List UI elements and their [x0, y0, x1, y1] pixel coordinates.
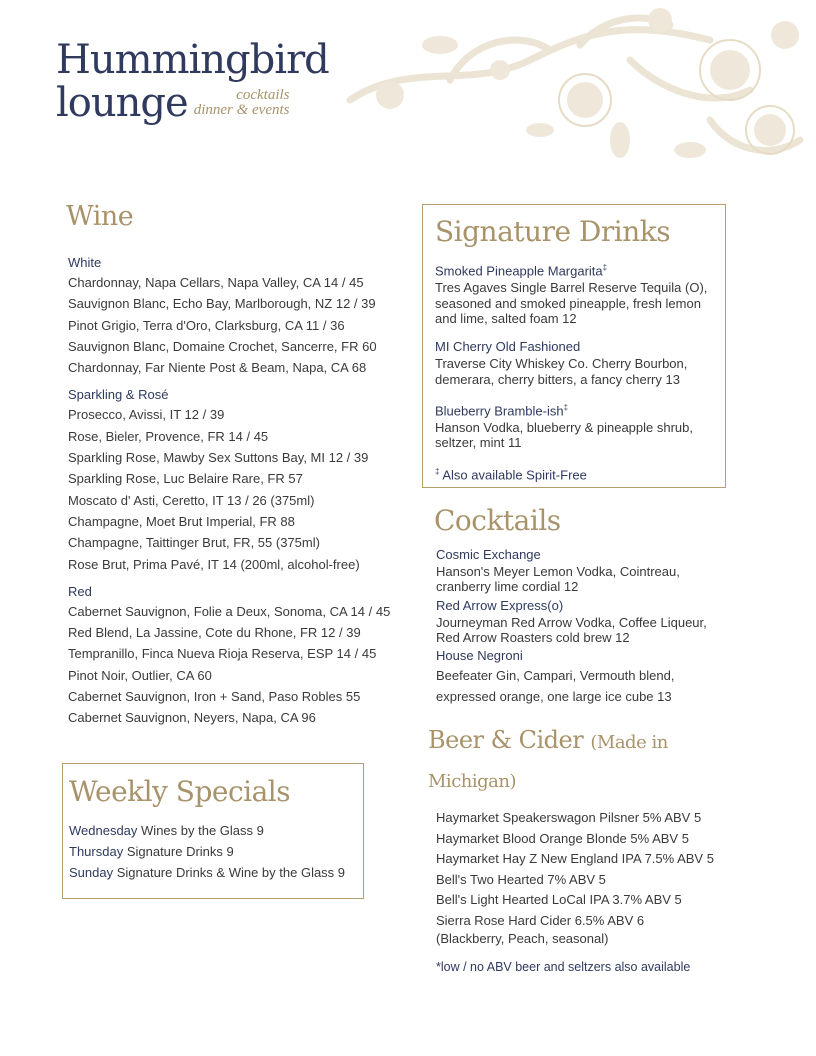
spirit-free-mark: ‡ [563, 402, 569, 412]
wine-item: Pinot Grigio, Terra d'Oro, Clarksburg, CA 11 / 36 [68, 317, 345, 333]
wine-title: Wine [66, 201, 134, 232]
wine-item: Prosecco, Avissi, IT 12 / 39 [68, 407, 225, 423]
drink-description: Tres Agaves Single Barrel Reserve Tequila (O), seasoned and smoked pineapple, fresh lemon and lime, salted foam 12 [435, 280, 708, 326]
drink-item [435, 338, 713, 387]
signature-drinks-box [422, 204, 726, 488]
wine-item: Chardonnay, Far Niente Post & Beam, Napa, CA 68 [68, 360, 367, 376]
wine-group-label: Red [68, 583, 92, 599]
logo-tagline-line2: dinner & events [193, 102, 290, 118]
drink-item [435, 399, 713, 451]
wine-item: Cabernet Sauvignon, Iron + Sand, Paso Robles 55 [68, 689, 361, 705]
wine-group-sparkling [68, 386, 414, 574]
special-item [69, 841, 357, 862]
cocktail-name: Cosmic Exchange [436, 547, 541, 562]
wine-item: Sparkling Rose, Mawby Sex Suttons Bay, MI 12 / 39 [68, 450, 369, 466]
wine-item: Rose, Bieler, Provence, FR 14 / 45 [68, 428, 269, 444]
wine-item: Moscato d' Asti, Ceretto, IT 13 / 26 (375ml) [68, 492, 315, 508]
special-day: Wednesday [69, 823, 138, 838]
wine-item: Chardonnay, Napa Cellars, Napa Valley, CA 14 / 45 [68, 275, 364, 290]
special-text: Wines by the Glass 9 [137, 823, 264, 838]
cocktails-title: Cocktails [434, 504, 561, 537]
drink-name [435, 399, 713, 420]
wine-item: Cabernet Sauvignon, Folie a Deux, Sonoma, CA 14 / 45 [68, 603, 391, 619]
cocktail-name: House Negroni [436, 648, 523, 664]
beer-item: Bell's Two Hearted 7% ABV 5 [436, 871, 606, 887]
cocktail-item [436, 647, 730, 707]
floral-ornament-icon [330, 0, 816, 190]
cocktail-name: Red Arrow Express(o) [436, 597, 564, 613]
beer-item: Bell's Light Hearted LoCal IPA 3.7% ABV 5 [436, 892, 682, 908]
spirit-free-mark: ‡ [435, 466, 440, 476]
cocktail-description: expressed orange, one large ice cube 13 [436, 689, 672, 705]
wine-item: Pinot Noir, Outlier, CA 60 [68, 667, 212, 683]
logo-name-line2: lounge [56, 80, 188, 126]
cocktail-item [436, 546, 730, 595]
wine-item: Tempranillo, Finca Nueva Rioja Reserva, ESP 14 / 45 [68, 646, 377, 662]
wine-item: Champagne, Moet Brut Imperial, FR 88 [68, 513, 295, 529]
drink-description: Hanson Vodka, blueberry & pineapple shrub, seltzer, mint 11 [435, 420, 694, 451]
weekly-specials-box [62, 763, 364, 899]
beer-item-note: (Blackberry, Peach, seasonal) [436, 930, 609, 946]
beer-subtitle: (Made in Michigan) [428, 732, 668, 792]
wine-item: Sauvignon Blanc, Domaine Crochet, Sancerre, FR 60 [68, 338, 377, 354]
logo-tagline [194, 88, 290, 124]
beer-item: Haymarket Blood Orange Blonde 5% ABV 5 [436, 830, 689, 846]
special-day: Sunday [69, 865, 114, 880]
drink-name-text: Smoked Pineapple Margarita [435, 263, 603, 279]
signature-drinks-title: Signature Drinks [435, 215, 671, 248]
wine-item: Sparkling Rose, Luc Belaire Rare, FR 57 [68, 471, 303, 487]
special-day: Thursday [69, 844, 124, 859]
drink-name-text: Blueberry Bramble-ish [435, 403, 564, 419]
beer-cider-section [428, 722, 738, 974]
logo-name-line1: Hummingbird [56, 37, 329, 83]
beer-item: Haymarket Speakerswagon Pilsner 5% ABV 5 [436, 810, 702, 825]
wine-group-label: White [68, 255, 102, 270]
cocktails-section [430, 502, 730, 709]
wine-group-label: Sparkling & Rosé [68, 387, 169, 403]
special-item [69, 862, 357, 883]
beer-title-text: Beer & Cider [428, 726, 584, 754]
wine-section [54, 200, 414, 729]
cocktail-description: Journeyman Red Arrow Vodka, Coffee Liqueur, Red Arrow Roasters cold brew 12 [436, 614, 707, 645]
wine-item: Red Blend, La Jassine, Cote du Rhone, FR 12 / 39 [68, 625, 361, 641]
drink-name: MI Cherry Old Fashioned [435, 339, 581, 355]
drink-item [435, 259, 713, 326]
wine-group-red [68, 583, 414, 729]
spirit-free-mark: ‡ [602, 263, 608, 272]
footnote-text: Also available Spirit-Free [439, 467, 587, 483]
beer-list [436, 808, 738, 946]
weekly-specials-title: Weekly Specials [69, 775, 291, 808]
cocktail-item [436, 597, 730, 646]
cocktail-description: Hanson's Meyer Lemon Vodka, Cointreau, cranberry lime cordial 12 [436, 564, 680, 595]
special-text: Signature Drinks 9 [123, 844, 234, 859]
cocktail-description: Beefeater Gin, Campari, Vermouth blend, [436, 668, 675, 684]
beer-item: Sierra Rose Hard Cider 6.5% ABV 6 [436, 912, 645, 928]
spirit-free-footnote [435, 463, 713, 484]
wine-group-white [68, 254, 414, 378]
wine-item: Cabernet Sauvignon, Neyers, Napa, CA 96 [68, 710, 316, 726]
drink-name [435, 259, 713, 280]
beer-item: Haymarket Hay Z New England IPA 7.5% ABV 5 [436, 851, 714, 867]
wine-item: Champagne, Taittinger Brut, FR, 55 (375ml) [68, 535, 320, 551]
wine-item: Sauvignon Blanc, Echo Bay, Marlborough, NZ 12 / 39 [68, 296, 376, 312]
special-text: Signature Drinks & Wine by the Glass 9 [113, 865, 346, 880]
special-item [69, 820, 357, 841]
beer-cider-title [428, 722, 738, 800]
brand-logo [56, 37, 329, 140]
logo-tagline-line1: cocktails [236, 87, 290, 103]
wine-item: Rose Brut, Prima Pavé, IT 14 (200ml, alcohol-free) [68, 556, 360, 572]
beer-footnote: *low / no ABV beer and seltzers also available [436, 959, 691, 974]
drink-description: Traverse City Whiskey Co. Cherry Bourbon, demerara, cherry bitters, a fancy cherry 13 [435, 356, 688, 387]
